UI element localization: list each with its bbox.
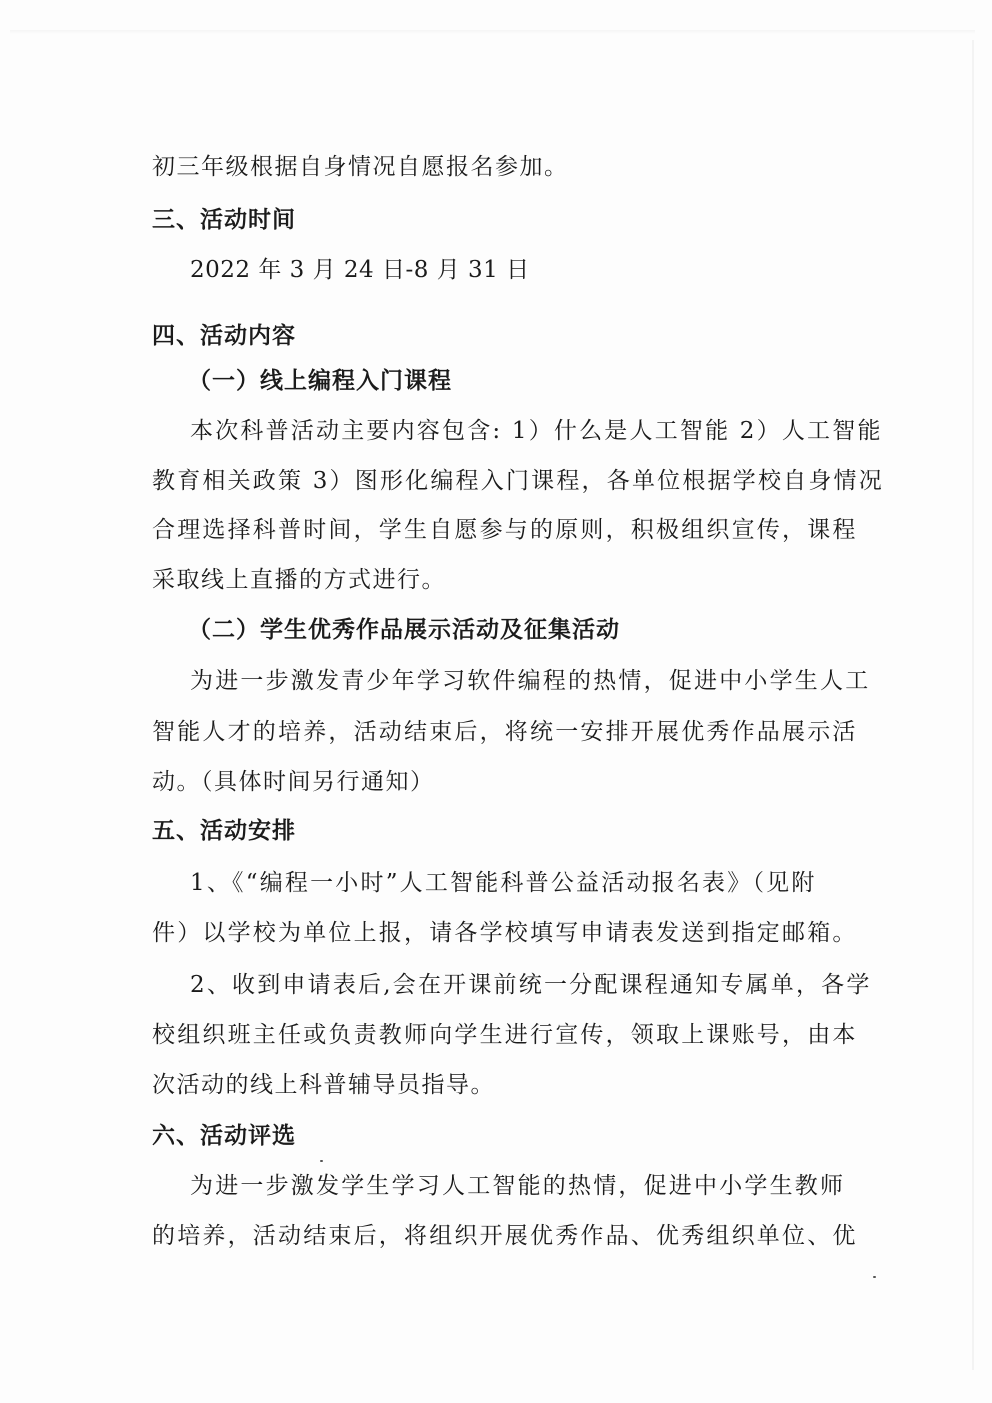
scan-speck xyxy=(320,1160,323,1162)
paragraph-line: 本次科普活动主要内容包含: 1）什么是人工智能 2）人工智能 xyxy=(190,418,883,444)
paragraph-line: 为进一步激发青少年学习软件编程的热情，促进中小学生人工 xyxy=(190,668,871,694)
paragraph-line: 教育相关政策 3）图形化编程入门课程，各单位根据学校自身情况 xyxy=(152,468,884,494)
scan-speck xyxy=(873,1276,876,1278)
paragraph-line: 1、《“编程一小时”人工智能科普公益活动报名表》（见附 xyxy=(190,870,817,896)
paragraph-line: 初三年级根据自身情况自愿报名参加。 xyxy=(152,154,569,180)
section-heading-content: 四、活动内容 xyxy=(152,323,296,349)
section-heading-schedule: 三、活动时间 xyxy=(152,207,296,233)
paragraph-line: 的培养，活动结束后，将组织开展优秀作品、优秀组织单位、优 xyxy=(152,1223,858,1249)
paragraph-line: 2、收到申请表后,会在开课前统一分配课程通知专属单，各学 xyxy=(190,972,872,998)
scan-edge-right xyxy=(972,40,974,1370)
paragraph-line: 智能人才的培养，活动结束后，将统一安排开展优秀作品展示活 xyxy=(152,719,858,745)
paragraph-line: 合理选择科普时间，学生自愿参与的原则，积极组织宣传，课程 xyxy=(152,517,858,543)
paragraph-line: 校组织班主任或负责教师向学生进行宣传，领取上课账号，由本 xyxy=(152,1022,858,1048)
paragraph-line: 采取线上直播的方式进行。 xyxy=(152,567,446,593)
section-heading-arrangement: 五、活动安排 xyxy=(152,818,296,844)
subheading-online-course: （一）线上编程入门课程 xyxy=(188,368,452,394)
section-heading-evaluation: 六、活动评选 xyxy=(152,1123,296,1149)
paragraph-line: 件）以学校为单位上报，请各学校填写申请表发送到指定邮箱。 xyxy=(152,920,858,946)
activity-date: 2022 年 3 月 24 日-8 月 31 日 xyxy=(190,257,530,283)
paragraph-line: 动。（具体时间另行通知） xyxy=(152,769,435,795)
scan-edge-top xyxy=(10,30,975,34)
paragraph-line: 次活动的线上科普辅导员指导。 xyxy=(152,1072,495,1098)
paragraph-line: 为进一步激发学生学习人工智能的热情，促进中小学生教师 xyxy=(190,1173,846,1199)
subheading-student-works: （二）学生优秀作品展示活动及征集活动 xyxy=(188,617,620,643)
